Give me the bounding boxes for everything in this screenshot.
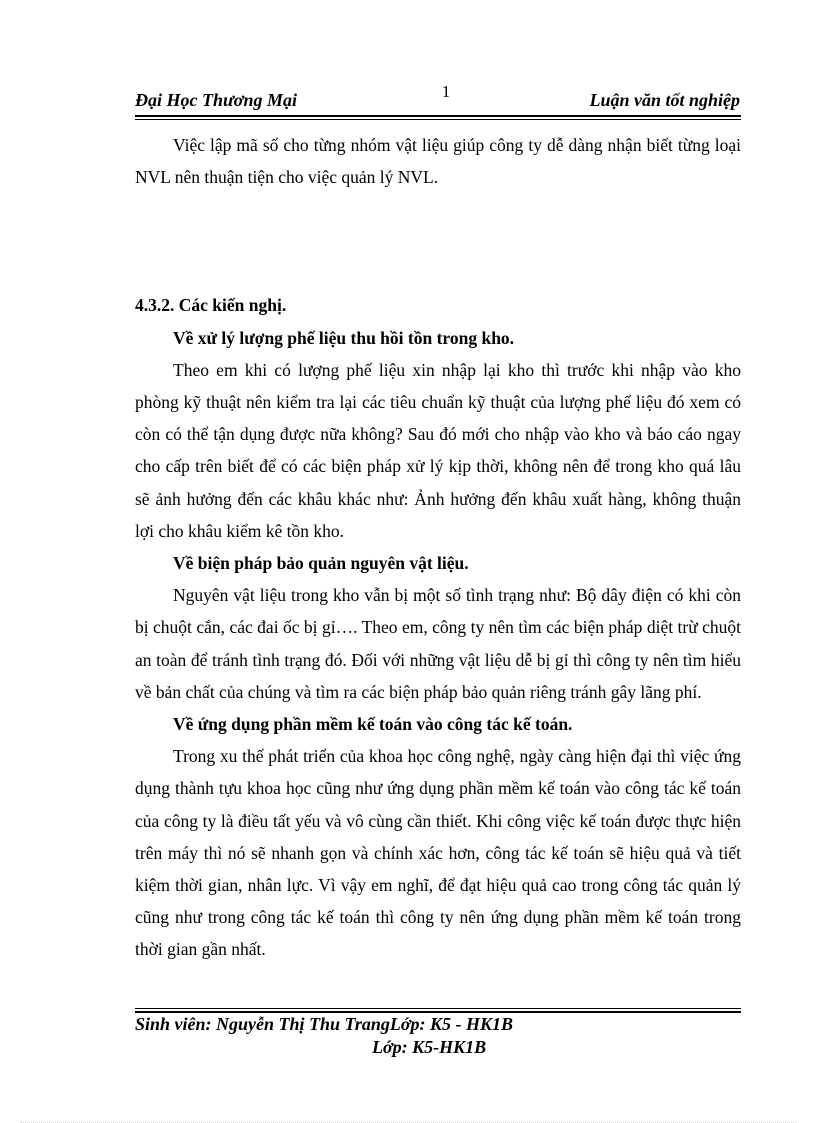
document-body xyxy=(135,129,741,966)
footer-student-info: Sinh viên: Nguyễn Thị Thu TrangLớp: K5 - HK1B xyxy=(135,1014,514,1034)
header-divider-thin xyxy=(135,119,741,120)
section-heading: 4.3.2. Các kiến nghị. xyxy=(135,295,287,316)
header-university: Đại Học Thương Mại xyxy=(135,90,297,110)
header-divider xyxy=(135,115,741,117)
subheading-material-preservation: Về biện pháp bảo quản nguyên vật liệu. xyxy=(173,553,469,574)
subheading-scrap-handling: Về xử lý lượng phế liệu thu hồi tồn trong kho. xyxy=(173,327,515,348)
paragraph-accounting-software: Trong xu thế phát triển của khoa học công nghệ, ngày càng hiện đại thì việc ứng dụng thành tựu khoa học cũng như ứng dụng phần mềm kế toán vào công tác kế toán của công ty là điều tất yếu và vô cùng cần thiết. Khi công việc kế toán được thực hiện trên máy thì nó sẽ nhanh gọn và chính xác hơn, công tác kế toán sẽ hiệu quả và tiết kiệm thời gian, nhân lực. Vì vậy em nghĩ, để đạt hiệu quả cao trong công tác quản lý cũng như trong công tác kế toán thì công ty nên ứng dụng phần mềm kế toán trong thời gian gần nhất. xyxy=(135,746,741,960)
subheading-accounting-software: Về ứng dụng phần mềm kế toán vào công tác kế toán. xyxy=(173,714,573,735)
footer-class-info: Lớp: K5-HK1B xyxy=(372,1037,487,1057)
header-thesis-title: Luận văn tốt nghiệp xyxy=(589,90,740,110)
paragraph-material-preservation: Nguyên vật liệu trong kho vẫn bị một số tình trạng như: Bộ dây điện có khi còn bị chuột cắn, các đai ốc bị gỉ…. Theo em, công ty nên tìm các biện pháp diệt trừ chuột an toàn để tránh tình trạng đó. Đối với những vật liệu dễ bị gỉ thì công ty nên tìm hiểu về bản chất của chúng và tìm ra các biện pháp bảo quản riêng tránh gây lãng phí. xyxy=(135,585,741,702)
paragraph-scrap-handling: Theo em khi có lượng phế liệu xin nhập lại kho thì trước khi nhập vào kho phòng kỹ thuật nên kiểm tra lại các tiêu chuẩn kỹ thuật của lượng phế liệu đó xem có còn có thể tận dụng được nữa không? Sau đó mới cho nhập vào kho và báo cáo ngay cho cấp trên biết để có các biện pháp xử lý kịp thời, không nên để trong kho quá lâu sẽ ảnh hưởng đến các khâu khác như: Ảnh hưởng đến khâu xuất hàng, không thuận lợi cho khâu kiểm kê tồn kho. xyxy=(135,359,741,541)
footer-divider xyxy=(135,1011,741,1013)
page-number: 1 xyxy=(441,82,451,101)
footer-divider-thin xyxy=(135,1008,741,1009)
intro-paragraph: Việc lập mã số cho từng nhóm vật liệu giúp công ty dễ dàng nhận biết từng loại NVL nên thuận tiện cho việc quản lý NVL. xyxy=(135,135,741,188)
section-spacer xyxy=(135,193,741,289)
